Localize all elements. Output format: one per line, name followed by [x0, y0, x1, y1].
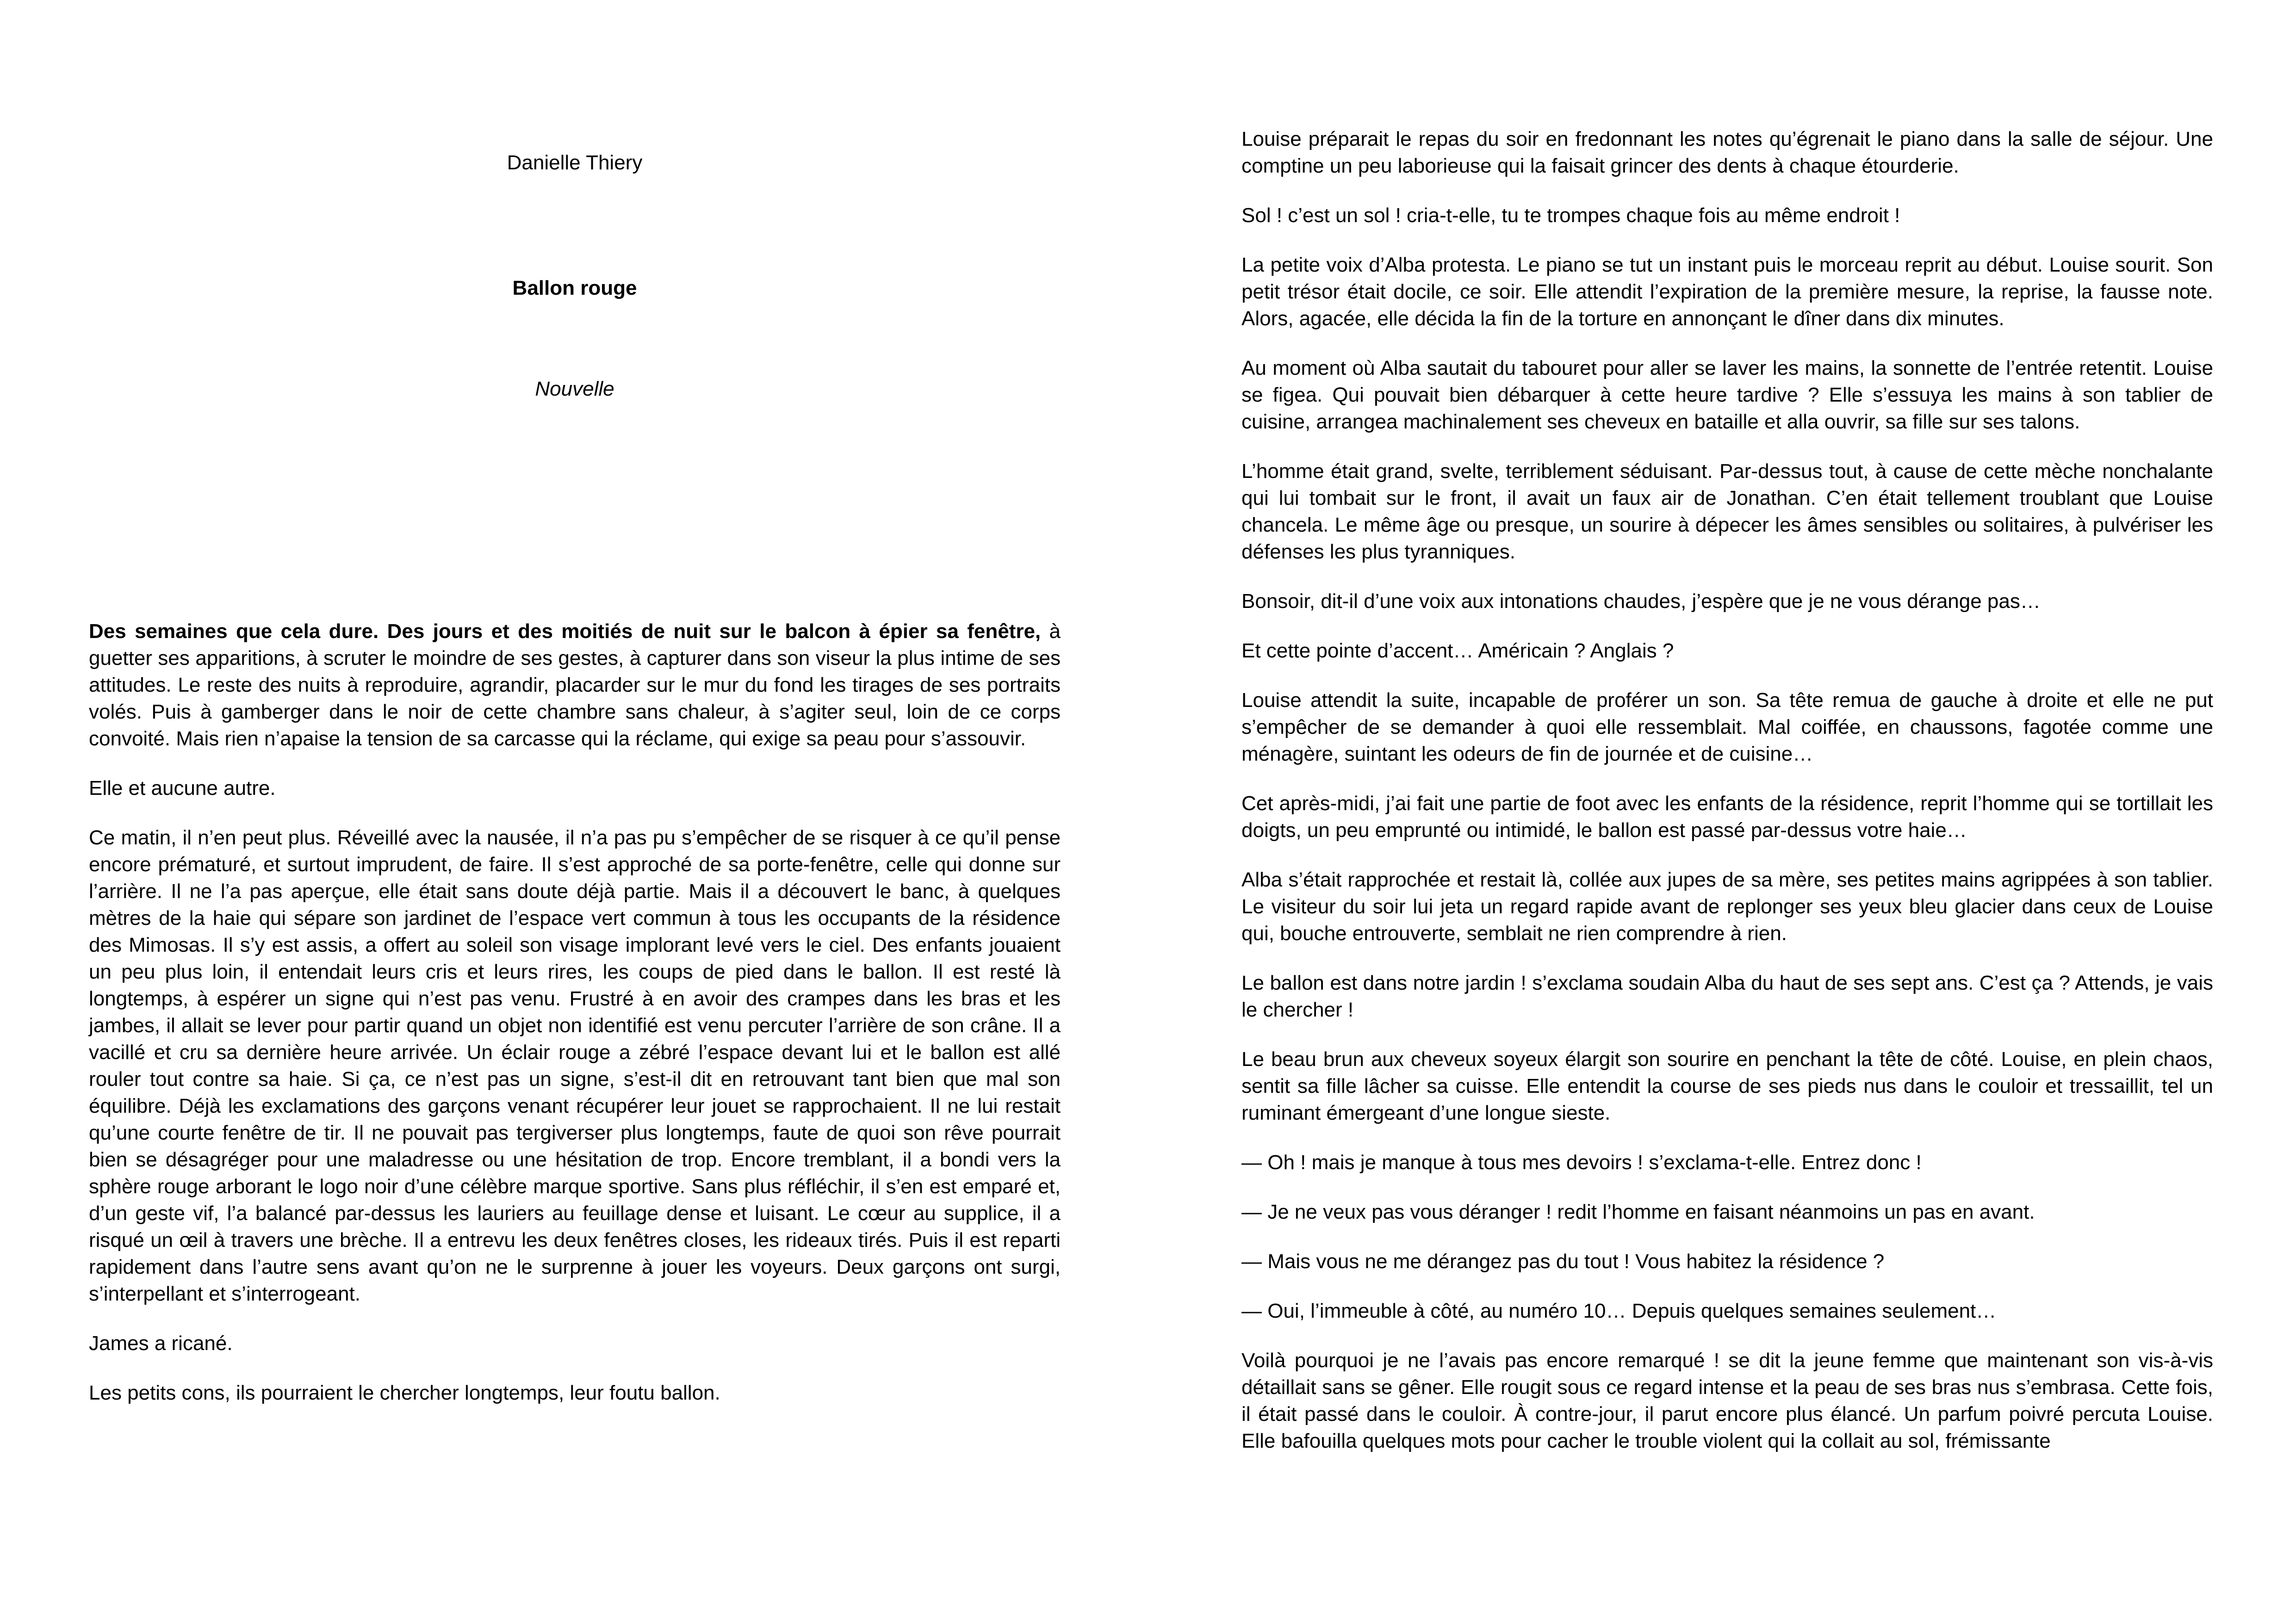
paragraph: Ce matin, il n’en peut plus. Réveillé avec la nausée, il n’a pas pu s’empêcher de se risquer à ce qu’il pense encore prématuré, et surtout imprudent, de faire. Il s’est approché de sa porte-fenêtre, celle qui donne sur l’arrière. Il ne l’a pas aperçue, elle était sans doute déjà partie. Mais il a découvert le banc, à quelques mètres de la haie qui sépare son jardinet de l’espace vert commun à tous les occupants de la résidence des Mimosas. Il s’y est assis, a offert au soleil son visage implorant levé vers le ciel. Des enfants jouaient un peu plus loin, il entendait leurs cris et leurs rires, les coups de pied dans le ballon. Il est resté là longtemps, à espérer un signe qui n’est pas venu. Frustré à en avoir des crampes dans les bras et les jambes, il allait se lever pour partir quand un objet non identifié est venu percuter l’arrière de son crâne. Il a vacillé et cru sa dernière heure arrivée. Un éclair rouge a zébré l’espace devant lui et le ballon est allé rouler tout contre sa haie. Si ça, ce n’est pas un signe, s’est-il dit en retrouvant tant bien que mal son équilibre. Déjà les exclamations des garçons venant récupérer leur jouet se rapprochaient. Il ne lui restait qu’une courte fenêtre de tir. Il ne pouvait pas tergiverser plus longtemps, faute de quoi son rêve pourrait bien se désagréger pour une maladresse ou une hésitation de trop. Encore tremblant, il a bondi vers la sphère rouge arborant le logo noir d’une célèbre marque sportive. Sans plus réfléchir, il s’en est emparé et, d’un geste vif, l’a balancé par-dessus les lauriers au feuillage dense et luisant. Le cœur au supplice, il a risqué un œil à travers une brèche. Il a entrevu les deux fenêtres closes, les rideaux tirés. Puis il est reparti rapidement dans l’autre sens avant qu’on ne le surprenne à jouer les voyeurs. Deux garçons ont surgi, s’interpellant et s’interrogeant. [89, 826, 1061, 1305]
paragraph: La petite voix d’Alba protesta. Le piano se tut un instant puis le morceau reprit au début. Louise sourit. Son petit trésor était docile, ce soir. Elle attendit l’expiration de la première mesure, la reprise, la fausse note. Alors, agacée, elle décida la fin de la torture en annonçant le dîner dans dix minutes. [1241, 254, 2213, 330]
paragraph: Elle et aucune autre. [89, 777, 276, 799]
paragraph: Au moment où Alba sautait du tabouret pour aller se laver les mains, la sonnette de l’entrée retentit. Louise se figea. Qui pouvait bien débarquer à cette heure tardive ? Elle s’essuya les mains à son tablier de cuisine, arrangea machinalement ses cheveux en bataille et alla ouvrir, sa fille sur ses talons. [1241, 357, 2213, 433]
paragraph: James a ricané. [89, 1332, 233, 1355]
story-title: Ballon rouge [512, 277, 637, 299]
paragraph: Louise attendit la suite, incapable de proférer un son. Sa tête remua de gauche à droite et elle ne put s’empêcher de se demander à quoi elle ressemblait. Mal coiffée, en chaussons, fagotée comme une ménagère, suintant les odeurs de fin de journée et de cuisine… [1241, 689, 2213, 765]
paragraph: — Mais vous ne me dérangez pas du tout ! Vous habitez la résidence ? [1241, 1250, 1885, 1273]
paragraph: Cet après-midi, j’ai fait une partie de foot avec les enfants de la résidence, reprit l’homme qui se tortillait les doigts, un peu emprunté ou intimidé, le ballon est passé par-dessus votre haie… [1241, 792, 2213, 842]
paragraph: L’homme était grand, svelte, terriblement séduisant. Par-dessus tout, à cause de cette mèche nonchalante qui lui tombait sur le front, il avait un faux air de Jonathan. C’en était tellement troublant que Louise chancela. Le même âge ou presque, un sourire à dépecer les âmes sensibles ou solitaires, à pulvériser les défenses les plus tyranniques. [1241, 460, 2213, 563]
paragraph: Les petits cons, ils pourraient le chercher longtemps, leur foutu ballon. [89, 1381, 720, 1404]
paragraph: Sol ! c’est un sol ! cria-t-elle, tu te trompes chaque fois au même endroit ! [1241, 204, 1900, 227]
story-genre: Nouvelle [535, 378, 614, 400]
right-page [1148, 0, 2296, 1623]
paragraph: Le ballon est dans notre jardin ! s’exclama soudain Alba du haut de ses sept ans. C’est ça ? Attends, je vais le chercher ! [1241, 972, 2213, 1021]
paragraph: — Je ne veux pas vous déranger ! redit l’homme en faisant néanmoins un pas en avant. [1241, 1201, 2035, 1223]
paragraph: Le beau brun aux cheveux soyeux élargit son sourire en penchant la tête de côté. Louise, en plein chaos, sentit sa fille lâcher sa cuisse. Elle entendit la course de ses pieds nus dans le couloir et tressaillit, tel un ruminant émergeant d’une longue sieste. [1241, 1048, 2213, 1124]
paragraph: — Oh ! mais je manque à tous mes devoirs ! s’exclama-t-elle. Entrez donc ! [1241, 1151, 1922, 1174]
paragraph [89, 618, 1061, 752]
paragraph: Voilà pourquoi je ne l’avais pas encore remarqué ! se dit la jeune femme que maintenant son vis-à-vis détaillait sans se gêner. Elle rougit sous ce regard intense et la peau de ses bras nus s’embrasa. Cette fois, il était passé dans le couloir. À contre-jour, il parut encore plus élancé. Un parfum poivré percuta Louise. Elle bafouilla quelques mots pour cacher le trouble violent qui la collait au sol, frémissante [1241, 1349, 2213, 1452]
paragraph: Bonsoir, dit-il d’une voix aux intonations chaudes, j’espère que je ne vous dérange pas… [1241, 590, 2041, 613]
paragraph-lead: Des semaines que cela dure. Des jours et des moitiés de nuit sur le balcon à épier sa fenêtre, [89, 620, 1041, 643]
paragraph-text: à guetter ses apparitions, à scruter le moindre de ses gestes, à capturer dans son viseur la plus intime de ses attitudes. Le reste des nuits à reproduire, agrandir, placarder sur le mur du fond les tirages de ses portraits volés. Puis à gamberger dans le noir de cette chambre sans chaleur, à s’agiter seul, loin de ce corps convoité. Mais rien n’apaise la tension de sa carcasse qui la réclame, qui exige sa peau pour s’assouvir. [89, 620, 1061, 750]
paragraph: Louise préparait le repas du soir en fredonnant les notes qu’égrenait le piano dans la salle de séjour. Une comptine un peu laborieuse qui la faisait grincer des dents à chaque étourderie. [1241, 128, 2213, 177]
right-column [1241, 126, 2213, 1477]
paragraph: — Oui, l’immeuble à côté, au numéro 10… Depuis quelques semaines seulement… [1241, 1300, 1997, 1322]
paragraph: Alba s’était rapprochée et restait là, collée aux jupes de sa mère, ses petites mains agrippées à son tablier. Le visiteur du soir lui jeta un regard rapide avant de replonger ses yeux bleu glacier dans ceux de Louise qui, bouche entrouverte, semblait ne rien comprendre à rien. [1241, 868, 2213, 945]
left-body-text [89, 618, 1061, 1429]
author-name: Danielle Thiery [507, 151, 643, 174]
paragraph: Et cette pointe d’accent… Américain ? Anglais ? [1241, 639, 1674, 662]
